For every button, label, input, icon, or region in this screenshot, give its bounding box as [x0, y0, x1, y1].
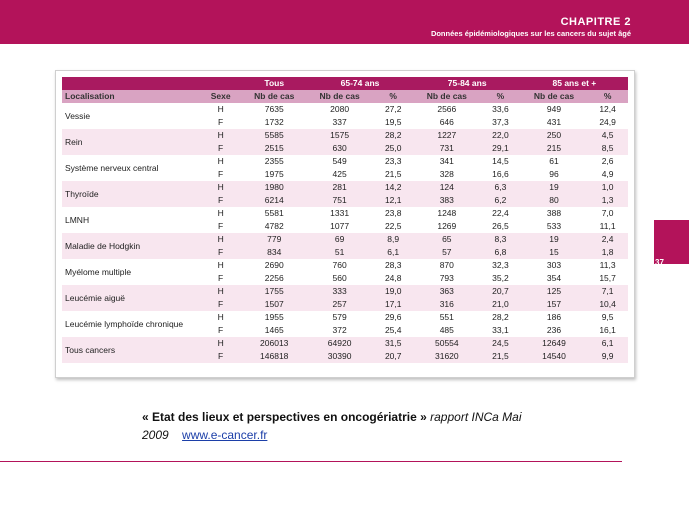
value-cell: 337 [332, 117, 347, 127]
value-cell: 549 [332, 156, 347, 166]
sex-cell: H [199, 233, 242, 246]
value-cell: 1269 [437, 221, 457, 231]
value-cell: 33,1 [492, 325, 509, 335]
value-cell: 30390 [306, 350, 372, 363]
value-cell: 32,3 [492, 260, 509, 270]
table-row [62, 337, 628, 350]
table-row [62, 155, 628, 168]
value-cell: 1980 [242, 181, 306, 194]
localisation-cell: Vessie [65, 110, 91, 121]
value-cell: 21,5 [480, 350, 521, 363]
table-row [62, 233, 628, 246]
value-cell: 4,5 [587, 129, 628, 142]
value-cell: 6,2 [480, 194, 521, 207]
value-cell: 20,7 [480, 285, 521, 298]
value-cell: 11,3 [599, 260, 616, 270]
table-row [62, 129, 628, 142]
value-cell: 4,9 [601, 169, 614, 179]
value-cell: 19,0 [373, 285, 414, 298]
value-cell: 22,4 [492, 208, 509, 218]
value-cell: 26,5 [492, 221, 509, 231]
value-cell: 2,6 [601, 156, 614, 166]
value-cell: 8,9 [373, 233, 414, 246]
value-cell: 15 [521, 246, 587, 259]
value-cell: 646 [439, 117, 454, 127]
value-cell: 533 [546, 221, 562, 231]
reference-title: « Etat des lieux et perspectives en oncogériatrie » [142, 410, 427, 424]
value-cell: 7,0 [601, 208, 614, 218]
value-cell: 24,5 [480, 337, 521, 350]
sex-cell: F [218, 169, 224, 179]
source-reference [142, 408, 522, 444]
sex-cell: F [199, 350, 242, 363]
value-cell: 281 [306, 181, 372, 194]
value-cell: 80 [521, 194, 587, 207]
value-cell: 560 [332, 273, 347, 283]
value-cell: 4782 [264, 221, 284, 231]
value-cell: 1575 [306, 129, 372, 142]
value-cell: 485 [439, 325, 454, 335]
sex-cell: F [199, 194, 242, 207]
sex-cell: F [218, 325, 224, 335]
value-cell: 19 [521, 181, 587, 194]
table-row [62, 103, 628, 116]
value-cell: 7,1 [587, 285, 628, 298]
value-cell: 51 [306, 246, 372, 259]
value-cell: 206013 [242, 337, 306, 350]
table-row [62, 285, 628, 298]
sex-cell: H [199, 337, 242, 350]
value-cell: 2355 [264, 156, 284, 166]
sex-cell: H [199, 129, 242, 142]
value-cell: 28,2 [492, 312, 509, 322]
value-cell: 14,2 [373, 181, 414, 194]
value-cell: 630 [306, 142, 372, 155]
col-header-localisation: Localisation [62, 90, 199, 103]
value-cell: 383 [414, 194, 480, 207]
value-cell: 1,0 [587, 181, 628, 194]
value-cell: 14540 [521, 350, 587, 363]
value-cell: 1,3 [587, 194, 628, 207]
value-cell: 22,0 [480, 129, 521, 142]
col-header-cases: Nb de cas [521, 90, 587, 103]
reference-rest: rapport INCa Mai [426, 410, 522, 424]
value-cell: 9,9 [587, 350, 628, 363]
value-cell: 1507 [242, 298, 306, 311]
page-number-tab [654, 220, 689, 267]
value-cell: 579 [332, 312, 347, 322]
value-cell: 37,3 [492, 117, 509, 127]
chapter-title: CHAPITRE 2 [560, 16, 631, 28]
col-header-percent: % [373, 90, 414, 103]
sex-cell: H [217, 104, 224, 114]
value-cell: 35,2 [492, 273, 509, 283]
value-cell: 31620 [414, 350, 480, 363]
col-header-percent: % [587, 90, 628, 103]
value-cell: 29,6 [384, 312, 402, 322]
col-header-sexe: Sexe [199, 90, 242, 103]
table-row [62, 311, 628, 324]
value-cell: 6214 [242, 194, 306, 207]
value-cell: 834 [242, 246, 306, 259]
value-cell: 65 [414, 233, 480, 246]
value-cell: 21,0 [480, 298, 521, 311]
value-cell: 779 [242, 233, 306, 246]
value-cell: 793 [439, 273, 454, 283]
col-header-cases: Nb de cas [414, 90, 480, 103]
localisation-cell: Myélome multiple [65, 266, 132, 277]
value-cell: 431 [546, 117, 562, 127]
value-cell: 8,5 [587, 142, 628, 155]
value-cell: 1755 [242, 285, 306, 298]
table-body [62, 103, 628, 363]
value-cell: 64920 [306, 337, 372, 350]
value-cell: 341 [439, 156, 454, 166]
value-cell: 760 [332, 260, 347, 270]
value-cell: 12,4 [599, 104, 616, 114]
value-cell: 1955 [264, 312, 284, 322]
column-header-row [62, 90, 628, 103]
cancer-cases-table [62, 77, 628, 363]
group-header-65-74: 65-74 ans [306, 77, 413, 90]
table-row [62, 207, 628, 220]
value-cell: 19,5 [384, 117, 402, 127]
value-cell: 250 [521, 129, 587, 142]
value-cell: 23,3 [384, 156, 402, 166]
value-cell: 2690 [264, 260, 284, 270]
value-cell: 21,5 [384, 169, 402, 179]
value-cell: 425 [332, 169, 347, 179]
value-cell: 23,8 [384, 208, 402, 218]
value-cell: 69 [306, 233, 372, 246]
chapter-banner [0, 0, 689, 44]
localisation-cell: Maladie de Hodgkin [62, 233, 199, 259]
value-cell: 6,1 [373, 246, 414, 259]
value-cell: 25,4 [384, 325, 402, 335]
value-cell: 11,1 [599, 221, 616, 231]
value-cell: 2256 [264, 273, 284, 283]
col-header-percent: % [480, 90, 521, 103]
value-cell: 731 [414, 142, 480, 155]
page-number: 37 [655, 258, 664, 267]
value-cell: 9,5 [601, 312, 614, 322]
table-row [62, 181, 628, 194]
value-cell: 96 [549, 169, 559, 179]
value-cell: 12,1 [373, 194, 414, 207]
value-cell: 2080 [330, 104, 350, 114]
table-row [62, 259, 628, 272]
sex-cell: H [217, 260, 224, 270]
value-cell: 1331 [330, 208, 350, 218]
value-cell: 354 [546, 273, 562, 283]
value-cell: 1975 [264, 169, 284, 179]
value-cell: 372 [332, 325, 347, 335]
value-cell: 12649 [521, 337, 587, 350]
sex-cell: F [199, 246, 242, 259]
value-cell: 1732 [264, 117, 284, 127]
value-cell: 236 [546, 325, 562, 335]
group-header-all: Tous [242, 77, 306, 90]
sex-cell: H [217, 208, 224, 218]
value-cell: 5581 [264, 208, 284, 218]
value-cell: 15,7 [599, 273, 616, 283]
value-cell: 1,8 [587, 246, 628, 259]
group-header-85-plus: 85 ans et + [521, 77, 628, 90]
sex-cell: H [199, 181, 242, 194]
sex-cell: H [217, 156, 224, 166]
table-image [55, 70, 635, 378]
value-cell: 50554 [414, 337, 480, 350]
value-cell: 125 [521, 285, 587, 298]
value-cell: 20,7 [373, 350, 414, 363]
value-cell: 17,1 [373, 298, 414, 311]
value-cell: 1077 [330, 221, 350, 231]
value-cell: 31,5 [373, 337, 414, 350]
value-cell: 16,1 [599, 325, 616, 335]
footer-divider [0, 461, 622, 462]
chapter-subtitle: Données épidémiologiques sur les cancers du sujet âgé [430, 29, 631, 38]
value-cell: 57 [414, 246, 480, 259]
reference-link[interactable]: www.e-cancer.fr [182, 428, 268, 442]
value-cell: 328 [439, 169, 454, 179]
value-cell: 29,1 [480, 142, 521, 155]
sex-cell: F [218, 221, 224, 231]
value-cell: 333 [306, 285, 372, 298]
value-cell: 28,2 [373, 129, 414, 142]
value-cell: 28,3 [384, 260, 402, 270]
localisation-cell: Système nerveux central [65, 162, 159, 173]
value-cell: 303 [546, 260, 562, 270]
localisation-cell: Thyroïde [62, 181, 199, 207]
reference-year: 2009 [142, 428, 169, 442]
value-cell: 124 [414, 181, 480, 194]
value-cell: 146818 [242, 350, 306, 363]
group-header-75-84: 75-84 ans [414, 77, 521, 90]
value-cell: 27,2 [384, 104, 402, 114]
value-cell: 1465 [264, 325, 284, 335]
value-cell: 363 [414, 285, 480, 298]
value-cell: 5585 [242, 129, 306, 142]
value-cell: 10,4 [587, 298, 628, 311]
localisation-cell: LMNH [65, 214, 90, 225]
sex-cell: F [218, 273, 224, 283]
value-cell: 257 [306, 298, 372, 311]
col-header-cases: Nb de cas [242, 90, 306, 103]
col-header-cases: Nb de cas [306, 90, 372, 103]
value-cell: 33,6 [492, 104, 509, 114]
value-cell: 24,9 [599, 117, 616, 127]
value-cell: 870 [439, 260, 454, 270]
sex-cell: F [199, 298, 242, 311]
value-cell: 7635 [264, 104, 284, 114]
value-cell: 25,0 [373, 142, 414, 155]
value-cell: 19 [521, 233, 587, 246]
value-cell: 22,5 [384, 221, 402, 231]
value-cell: 24,8 [384, 273, 402, 283]
value-cell: 2515 [242, 142, 306, 155]
value-cell: 6,8 [480, 246, 521, 259]
value-cell: 2566 [437, 104, 457, 114]
value-cell: 751 [306, 194, 372, 207]
value-cell: 316 [414, 298, 480, 311]
value-cell: 8,3 [480, 233, 521, 246]
group-header-empty [62, 77, 199, 90]
localisation-cell: Tous cancers [62, 337, 199, 363]
sex-cell: F [199, 142, 242, 155]
value-cell: 6,3 [480, 181, 521, 194]
localisation-cell: Leucémie aiguë [62, 285, 199, 311]
sex-cell: H [217, 312, 224, 322]
group-header-row [62, 77, 628, 90]
value-cell: 61 [549, 156, 559, 166]
value-cell: 215 [521, 142, 587, 155]
localisation-cell: Leucémie lymphoïde chronique [65, 318, 184, 329]
value-cell: 2,4 [587, 233, 628, 246]
value-cell: 157 [521, 298, 587, 311]
sex-cell: H [199, 285, 242, 298]
sex-cell: F [218, 117, 224, 127]
value-cell: 1248 [437, 208, 457, 218]
localisation-cell: Rein [62, 129, 199, 155]
value-cell: 949 [546, 104, 562, 114]
value-cell: 16,6 [492, 169, 509, 179]
value-cell: 186 [546, 312, 562, 322]
value-cell: 551 [439, 312, 454, 322]
value-cell: 14,5 [492, 156, 509, 166]
group-header-empty [199, 77, 242, 90]
value-cell: 6,1 [587, 337, 628, 350]
value-cell: 1227 [414, 129, 480, 142]
value-cell: 388 [546, 208, 562, 218]
